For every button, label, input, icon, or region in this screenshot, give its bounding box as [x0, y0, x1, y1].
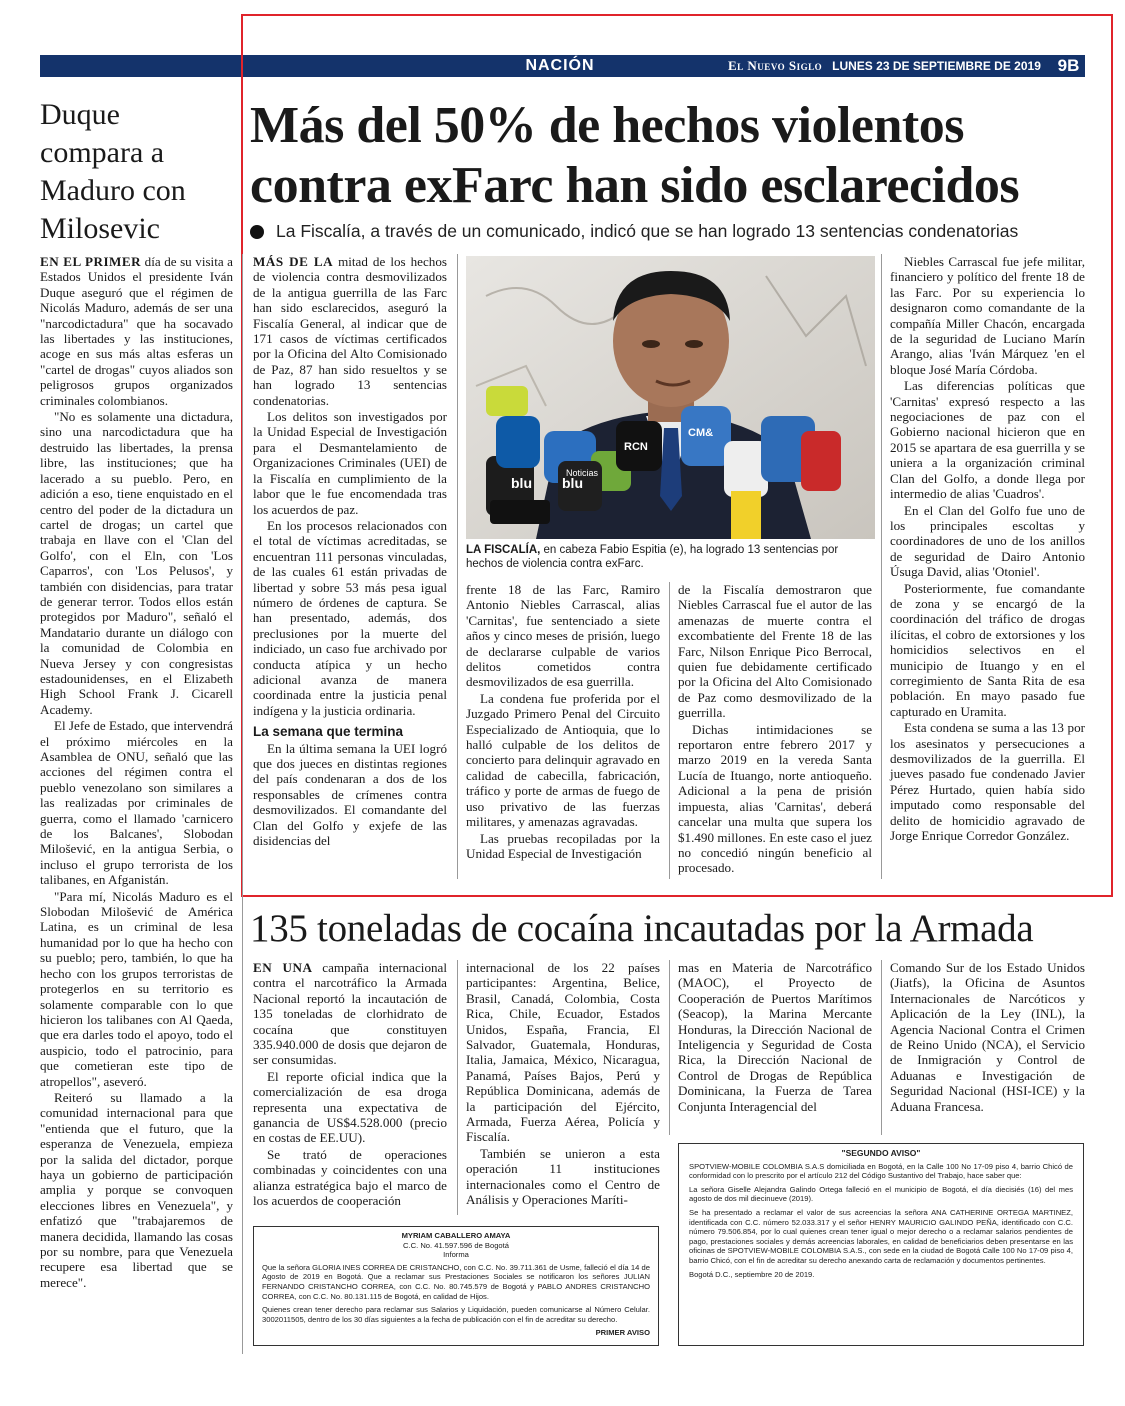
column-divider: [669, 582, 670, 879]
second-article-column-1: [253, 960, 447, 1210]
left-article-paragraph: El Jefe de Estado, que intervendrá el próximo miércoles en la Asamblea de ONU, señaló que las acciones del régimen contra el pueblo venezolano son similares a las realizadas por criminales de guerra, como el llamado 'carnicero de los Balcanes', Slobodan Milošević, en la antigua Serbia, o incluso el grupo terrorista de los talibanes, en Afganistán.: [40, 718, 233, 888]
article-paragraph: Se trató de operaciones combinadas y coincidentes con una alianza estratégica bajo el marco de los acuerdos de cooperación: [253, 1146, 447, 1209]
notice-paragraph: Quienes crean tener derecho para reclamar sus Salarios y Liquidación, pueden comunicarse al Número Celular. 3002011505, dentro de los 30 días siguientes a la fecha de publicación con el fin de acreditar su derecho.: [262, 1305, 650, 1324]
article-paragraph: Dichas intimidaciones se reportaron entre febrero 2017 y marzo 2019 en la vereda Santa Lucía de Ituango, norte antioqueño. Adicional a la pena de prisión impuesta, alias 'Carnitas', deberá cancelar una multa que supera los $1.490 millones. En este caso el juez no concedió ningún beneficio al procesado.: [678, 721, 872, 876]
article-paragraph: Niebles Carrascal fue jefe militar, financiero y político del frente 18 de las Farc. Por su experiencia lo designaron como comandante de la compañía Miller Chacón, encargada de la seguridad de Luciano Marín Arango, alias 'Iván Márquez 'en el bloque José María Córdoba.: [890, 254, 1085, 377]
mic-label: RCN: [624, 441, 648, 453]
paragraph-text: mitad de los hechos de violencia contra desmovilizados de la antigua guerrilla de las Farc han sido esclarecidos, aseguró la Fiscalía General, al indicar que de 171 casos de víctimas certificados por la Oficina del Alto Comisionado de Paz, 87 han sido resueltos y se han logrado 13 sentencias condenatorias.: [253, 254, 447, 408]
article-paragraph: Las diferencias políticas que 'Carnitas' expresó respecto a las negociaciones de paz con el Gobierno nacional hicieron que en 2015 se apartara de esa guerrilla y se uniera a la organización criminal Clan del Golfo, a donde llega por intermedio de alias 'Cuadros'.: [890, 378, 1085, 502]
main-subheadline: [250, 220, 1090, 242]
left-article-body: [40, 254, 233, 1291]
paragraph-text: campaña internacional contra el narcotráfico la Armada Nacional reportó la incautación de 135 toneladas de clorhidrato de cocaína que constituyen 335.940.000 de dosis que dejaron de ser consumidas.: [253, 960, 447, 1068]
notice-informa: Informa: [443, 1250, 469, 1260]
second-article-column-2: [466, 960, 660, 1209]
notice-paragraph: Bogotá D.C., septiembre 20 de 2019.: [689, 1269, 815, 1279]
second-article-column-3: [678, 960, 872, 1115]
article-paragraph: En el Clan del Golfo fue uno de los principales escoltas y coordinadores de uno de los anillos de seguridad de Dairo Antonio Úsuga David, alias 'Otoniel'.: [890, 502, 1085, 580]
left-article-paragraph: [40, 254, 233, 408]
column-divider: [881, 254, 882, 879]
article-paragraph: La condena fue proferida por el Juzgado Primero Penal del Circuito Especializado de Antioquia, que lo halló culpable de los delitos de concierto para delinquir agravado en calidad de cabecilla, fabricación, tráfico y porte de armas de fuego de uso privativo de las fuerzas militares, y amenazas agravadas.: [466, 690, 660, 830]
column-divider: [669, 960, 670, 1135]
legal-notice-second: [678, 1143, 1084, 1346]
article-paragraph: En los procesos relacionados con el total de víctimas acreditadas, se encuentran 111 personas vinculadas, de las cuales 61 están privadas de libertad y sobre 53 más pesa igual número de órdenes de captura. Se han presentado, además, dos preclusiones por la muerte del indiciado, un caso fue archivado por conducta atípica y un hecho adicional avanza de manera coordinada entre la justicia penal indígena y la justicia ordinaria.: [253, 517, 447, 718]
second-article-headline: 135 toneladas de cocaína incautadas por la Armada: [250, 907, 1034, 950]
subheadline-text: La Fiscalía, a través de un comunicado, indicó que se han logrado 13 sentencias condenatorias: [276, 221, 1019, 241]
issue-date: LUNES 23 DE SEPTIEMBRE DE 2019: [832, 59, 1041, 73]
column-divider: [881, 960, 882, 1135]
article-paragraph: Posteriormente, fue comandante de zona y se encargó de la coordinación del tráfico de drogas ilícitas, el cobro de extorsiones y los homicidios selectivos en el municipio de Ituango y en el corregimiento de Santa Rita de esa población. En mayo pasado fue capturado en Uramita.: [890, 580, 1085, 719]
left-article-paragraph: Reiteró su llamado a la comunidad internacional para que "entienda que el futuro, que la esperanza de Venezuela, empieza por la salida del dictador, porque haya un gobierno de participación amplia y porque se convoquen elecciones libres en Venezuela", y enfatizó que "trabajaremos de manera decidida, llamando las cosas por su nombre, para que Venezuela recupere esa libertad que se merece".: [40, 1089, 233, 1290]
article-paragraph: Esta condena se suma a las 13 por los asesinatos y persecuciones a desmovilizados de la guerrilla. El jueves pasado fue condenado Javier Pérez Hurtado, quien había sido imputado como responsable del delito de homicidio agravado de Jorge Enrique Corredor González.: [890, 720, 1085, 844]
notice-title: "SEGUNDO AVISO": [841, 1148, 921, 1158]
main-article-column-1: [253, 254, 447, 849]
page-number: 9B: [1057, 56, 1080, 75]
caption-text: en cabeza Fabio Espitia (e), ha logrado 13 sentencias por hechos de violencia contra exFarc.: [466, 544, 839, 570]
left-article-paragraph: "Para mí, Nicolás Maduro es el Slobodan Milošević de América Latina, es un criminal de lesa humanidad por lo que ha hecho con su pueblo; pero, también, lo que ha hecho con los grupos terroristas de protegerlos en su territorio es solamente comparable con lo que hicieron los talibanes con Al Qaeda, que era darles todo el apoyo, todo el auspicio, todo el patrocinio, para que cometieran este tipo de atropellos", aseveró.: [40, 888, 233, 1089]
main-headline: Más del 50% de hechos violentos contra exFarc han sido esclarecidos: [250, 97, 1020, 214]
mic-label: blu: [511, 475, 532, 491]
article-paragraph: frente 18 de las Farc, Ramiro Antonio Niebles Carrascal, alias 'Carnitas', fue sentenciado a siete años y cinco meses de prisión, luego de declararse culpable de varios delitos cometidos contra desmovilizados de esa guerrilla.: [466, 582, 660, 690]
notice-footer: PRIMER AVISO: [595, 1328, 650, 1338]
left-article-paragraph: "No es solamente una dictadura, sino una narcodictadura que ha destruido las libertades, la prensa libre, las instituciones; que ha lacerado a su pueblo. Pero, en adición a eso, tiene enquistado en el centro del poder de la dictadura un cartel de drogas; un cartel que trabaja en llave con el 'Clan del Golfo', con el Eln, con 'Los Caparros', con 'Los Pelusos', y también con disidencias, para tratar de generar terror. Todos ellos están protegidos por Maduro", señaló el Mandatario durante un diálogo con la comunidad de Colombia en Nueva Jersey y con congresistas estadounidenses, en el Elizabeth High School Frank J. Cicarell Academy.: [40, 409, 233, 717]
column-divider: [457, 254, 458, 879]
section-subheading: La semana que termina: [253, 724, 404, 740]
lead-caps: EN UNA: [253, 960, 313, 975]
article-paragraph: Las pruebas recopiladas por la Unidad Especial de Investigación: [466, 830, 660, 861]
article-paragraph: [253, 254, 447, 408]
notice-paragraph: La señora Giselle Alejandra Galindo Ortega falleció en el municipio de Bogotá, el día diecisiés (16) del mes agosto de dos mil diecinueve (2019).: [689, 1184, 1073, 1204]
article-paragraph: [253, 960, 447, 1068]
newspaper-name: El Nuevo Siglo: [728, 58, 823, 73]
lead-caps: MÁS DE LA: [253, 254, 334, 269]
column-divider: [242, 254, 243, 1354]
notice-paragraph: SPOTVIEW-MOBILE COLOMBIA S.A.S domiciliada en Bogotá, en la Calle 100 No 17-09 piso 4, barrio Chicó de conformidad con lo prescrito por el artículo 212 del Código Sustantivo del Trabajo, hace saber que:: [689, 1161, 1073, 1181]
second-article-column-4: [890, 960, 1085, 1115]
section-label: NACIÓN: [525, 57, 595, 74]
mic-label: CM&: [688, 427, 714, 439]
left-article-headline: Duque compara a Maduro con Milosevic: [40, 98, 186, 245]
caption-lead: LA FISCALÍA,: [466, 544, 541, 556]
article-paragraph: El reporte oficial indica que la comercialización de esa droga representa una expectativa de ganancia de US$4.528.000 (precio en costas de EE.UU).: [253, 1068, 447, 1146]
notice-paragraph: Que la señora GLORIA INES CORREA DE CRISTANCHO, con C.C. No. 39.711.361 de Usme, falleció el día 14 de Agosto de 2019 en Bogotá. Que a reclamar sus Prestaciones Sociales se notificaron los señores JULIAN FERNANDO CRISTANCHO CORREA, con C.C. No. 80.745.579 de Bogotá y PABLO ANDRES CRISTANCHO CORREA, con C.C. No. 80.131.115 de Bogotá, en calidad de Hijos.: [262, 1262, 650, 1301]
photo-illustration: [466, 256, 875, 539]
article-paragraph: También se unieron a esta operación 11 instituciones internacionales como el Centro de Análisis y Operaciones Maríti-: [466, 1145, 660, 1208]
notice-id: C.C. No. 41.597.596 de Bogotá: [403, 1240, 509, 1250]
notice-name: MYRIAM CABALLERO AMAYA: [401, 1231, 511, 1240]
main-article-column-3: [678, 582, 872, 877]
legal-notice-first: [253, 1226, 659, 1346]
photo-caption: [466, 543, 876, 571]
press-conference-photo: [466, 256, 875, 539]
mic-label: blu: [562, 475, 583, 491]
article-paragraph: Comando Sur de los Estado Unidos (Jiatfs), la Oficina de Asuntos Internacionales de Narcóticos y Aplicación de la Ley (INL), la Agencia Nacional Contra el Crimen de Reino Unido (NCA), el Servicio de Inmigración y Control de Aduanas e Investigación de Seguridad Nacional (HSI-ICE) y la Aduana Francesa.: [890, 960, 1085, 1114]
article-paragraph: Los delitos son investigados por la Unidad Especial de Investigación para el Desmantelamiento de Organizaciones Criminales (UEI) de la Fiscalía en cumplimiento de la labor que le fue encomendada tras los acuerdos de paz.: [253, 409, 447, 517]
notice-paragraph: Se ha presentado a reclamar el valor de sus acreencias la señora ANA CATHERINE ORTEGA MARTINEZ, identificada con C.C. número 52.033.317 y el señor HENRY MAURICIO GALINDO PEÑA, identificado con C.C. número 79.506.854, por lo cual quienes crean tener igual o mejor derecho o a reclamar salarios pendientes de pago, prestaciones sociales y demás acreencias laborales, en calidad de beneficiarios deben presentarse en las oficinas de SPOTVIEW-MOBILE COLOMBIA S.A.S., con sede en la ciudad de Bogotá Calle 100 No 17-09 piso 4, barrio Chicó, con el fin de acreditar su derecho anexando carta de reclamación y documentos pertinentes.: [689, 1207, 1073, 1265]
article-paragraph: de la Fiscalía demostraron que Niebles Carrascal fue el autor de las amenazas de muerte contra el excombatiente del Frente 18 de las Farc, Nilson Enrique Pico Berrocal, quien fue debidamente certificado por la Oficina del Alto Comisionado de Paz como desmovilizado de la guerrilla.: [678, 582, 872, 721]
article-paragraph: internacional de los 22 países participantes: Argentina, Belice, Brasil, Canadá, Colombia, Costa Rica, Chile, Ecuador, Estados Unidos, España, Francia, El Salvador, Guatemala, Honduras, Italia, Jamaica, México, Nicaragua, Panamá, Países Bajos, Perú y República Dominicana, además de la participación del Ejército, Armada, Fuerza Aérea, Policía y Fiscalía.: [466, 960, 660, 1145]
mic-label: Noticias: [566, 468, 599, 478]
paragraph-text: día de su visita a Estados Unidos el presidente Iván Duque aseguró que el régimen de Nicolás Maduro, además de ser una "narcodictadura" que ha socavado las libertades y las instituciones, acoge en sus más altas esferas un "cartel de drogas" cuyos aliados son peligrosos grupos organizados criminales colombianos.: [40, 254, 233, 408]
bullet-icon: [250, 225, 264, 239]
main-article-column-4: [890, 254, 1085, 844]
article-paragraph: mas en Materia de Narcotráfico (MAOC), el Proyecto de Cooperación de Puertos Marítimos (Seacop), la Marina Mercante Honduras, la Dirección Nacional de Inteligencia y Seguridad de Costa Rica, la Dirección Nacional de Control de Drogas de República Dominicana, la Fuerza de Tarea Conjunta Interagencial del: [678, 960, 872, 1114]
article-paragraph: En la última semana la UEI logró que dos jueces en distintas regiones del país condenaran a dos de los responsables de crímenes contra desmovilizados. El comandante del Clan del Golfo y exjefe de las disidencias del: [253, 740, 447, 849]
lead-caps: EN EL PRIMER: [40, 254, 142, 269]
column-divider: [457, 960, 458, 1215]
main-article-column-2: [466, 582, 660, 862]
